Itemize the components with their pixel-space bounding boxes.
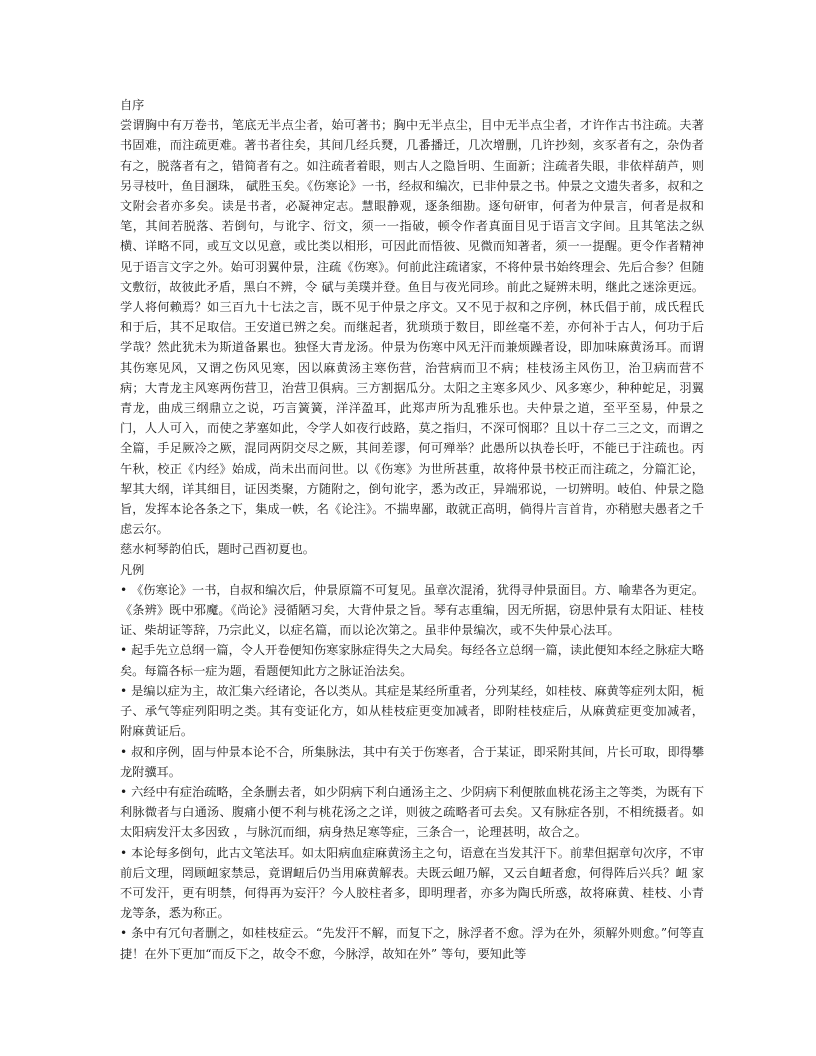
list-item-text: 条中有冗句者删之，如桂枝症云。“先发汗不解，而复下之，脉浮者不愈。浮为在外，须解外则愈。”何等直捷！在外下更加“而反下之，故令不愈，今脉浮，故知在外” 等句，要知此等 [120,926,704,961]
bullet-icon: • [120,643,128,658]
list-item [120,580,704,641]
list-item-text: 本论每多倒句，此古文笔法耳。如太阳病血症麻黄汤主之句，语意在当发其汗下。前辈但据章句次序，不审前后文理，罔顾衄家禁忌，竟谓衄后仍当用麻黄解表。夫既云衄乃解，又云自衄者愈，何得阵后兴兵？衄 家不可发汗，更有明禁，何得再为妄汗？今人胶柱者多，即明理者，亦多为陶氏所惑，故将麻黄、桂枝、小青龙等条，悉为称正。 [120,845,705,921]
bullet-icon: • [120,845,128,860]
preface-signature: 慈水柯琴韵伯氏，题时己酉初夏也。 [120,542,315,557]
list-item-text: 《伤寒论》一书，自叔和编次后，仲景原篇不可复见。虽章次混淆，犹得寻仲景面目。方、喻辈各为更定。《条辨》既中邪魔。《尚论》浸循陋习矣，大背仲景之旨。琴有志重编，因无所据，窃思仲景有太阳证、桂枝证、柴胡证等辞，乃宗此义，以症名篇，而以论次第之。虽非仲景编次，或不失仲景心法耳。 [120,582,705,638]
fanli-list [120,580,704,964]
preface-body: 尝谓胸中有万卷书，笔底无半点尘者，始可著书；胸中无半点尘，目中无半点尘者，才许作古书注疏。夫著书固难，而注疏更难。著书者往矣，其间几经兵燹，几番播迁，几次增删，几许抄刻，亥豕者有之，杂伪者有之，脱落者有之，错简者有之。如注疏者着眼，则古人之隐旨明、生面新；注疏者失眼，非依样葫芦，则另寻枝叶，鱼目溷珠， 碔胜玉矣。《伤寒论》一书，经叔和编次，已非仲景之书。仲景之文遗失者多，叔和之文附会者亦多矣。读是书者，必凝神定志。慧眼静观，逐条细勘。逐句研审，何者为仲景言，何者是叔和笔，其间若脱落、若倒句，与讹字、衍文，须一一指破，顿令作者真面目见于语言文字间。且其笔法之纵横、详略不同，或互文以见意，或比类以相形，可因此而悟彼、见微而知著者，须一一提醒。更令作者精神见于语言文字之外。始可羽翼仲景，注疏《伤寒》。何前此注疏诸家，不将仲景书始终理会、先后合参？但随文敷衍，故彼此矛盾，黑白不辨，令 碔与美璞并登。鱼目与夜光同珍。前此之疑辨未明，继此之迷涂更远。学人将何赖焉？如三百九十七法之言，既不见于仲景之序文。又不见于叔和之序例，林氏倡于前，成氏程氏和于后，其不足取信。王安道已辨之矣。而继起者，犹琐琐于数目，即丝毫不差，亦何补于古人，何功于后学哉？然此犹未为斯道备累也。独怪大青龙汤。仲景为伤寒中风无汗而兼烦躁者设，即加味麻黄汤耳。而谓其伤寒见风，又谓之伤风见寒，因以麻黄汤主寒伤营，治营病而卫不病；桂枝汤主风伤卫，治卫病而营不病；大青龙主风寒两伤营卫，治营卫俱病。三方割据瓜分。太阳之主寒多风少、风多寒少，种种蛇足，羽翼青龙，曲成三纲鼎立之说，巧言簧簧，洋洋盈耳，此郑声所为乱雅乐也。夫仲景之道，至平至易，仲景之门，人人可入，而使之茅塞如此，令学人如夜行歧路，莫之指归，不深可悯耶？且以十存二三之文，而谓之全篇，手足厥冷之厥，混同两阴交尽之厥，其间差谬，何可殚举？此愚所以执卷长吁，不能已于注疏也。丙午秋，校正《内经》始成，尚未出而问世。以《伤寒》为世所甚重，故将仲景书校正而注疏之，分篇汇论，挈其大纲，详其细目，证因类聚，方随附之，倒句讹字，悉为改正，异端邪说，一切辨明。岐伯、仲景之隐旨，发挥本论各条之下，集成一帙，名《论注》。不揣卑鄙，敢就正高明，倘得片言首肯，亦稍慰夫愚者之千虑云尔。 [120,118,704,537]
fanli-heading: 凡例 [120,562,145,577]
bullet-icon: • [120,582,128,597]
list-item [120,640,704,680]
bullet-icon: • [120,926,128,941]
list-item [120,782,704,843]
bullet-icon: • [120,784,128,799]
preface-heading: 自序 [120,98,145,112]
document-page [120,95,704,964]
bullet-icon: • [120,744,128,759]
list-item [120,742,704,782]
list-item-text: 是编以症为主，故汇集六经诸论，各以类从。其症是某经所重者，分列某经，如桂枝、麻黄等症列太阳，栀子、承气等症列阳明之类。其有变证化方，如从桂枝症更变加减者，即附桂枝症后，从麻黄症更变加减者，附麻黄证后。 [120,683,705,739]
list-item-text: 六经中有症治疏略，全条删去者，如少阴病下利白通汤主之、少阴病下利便脓血桃花汤主之等类，为既有下利脉微者与白通汤、腹痛小便不利与桃花汤之之详，则彼之疏略者可去矣。又有脉症各别，不相统摄者。如太阳病发汗太多因致 ，与脉沉而细，病身热足寒等症，三条合一，论理甚明，故合之。 [120,784,705,840]
list-item [120,681,704,742]
list-item-text: 叔和序例，固与仲景本论不合，所集脉法，其中有关于伤寒者，合于某证，即采附其间，片长可取，即得攀龙附骥耳。 [120,744,705,779]
list-item-text: 起手先立总纲一篇，令人开卷便知伤寒家脉症得失之大局矣。每经各立总纲一篇，读此便知本经之脉症大略矣。每篇各标一症为题，看题便知此方之脉证治法矣。 [120,643,705,678]
bullet-icon: • [120,683,128,698]
list-item [120,923,704,963]
list-item [120,843,704,924]
